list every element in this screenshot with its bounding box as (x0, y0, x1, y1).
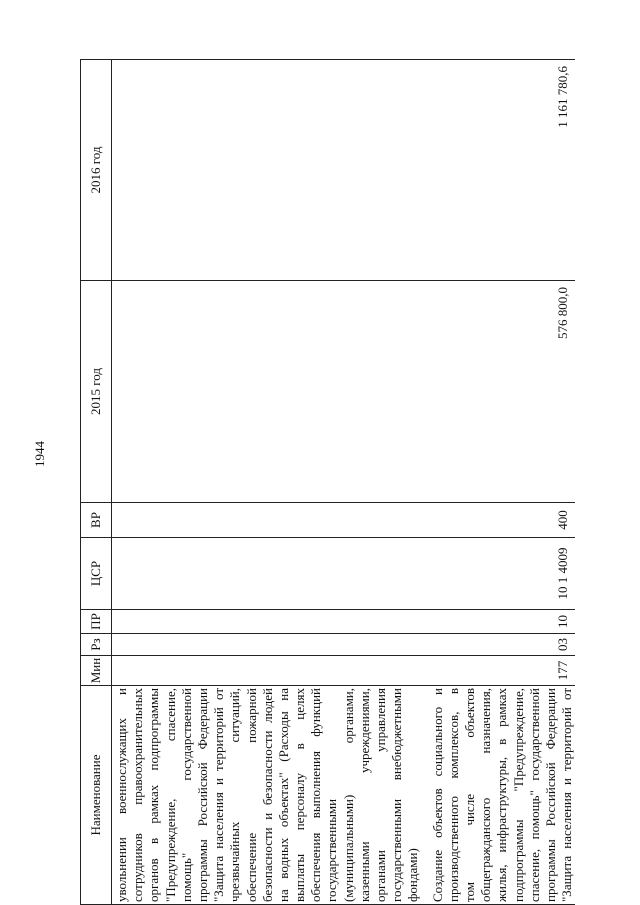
header-pr: ПР (81, 610, 112, 634)
header-min: Мин (81, 656, 112, 686)
row-name-cell (112, 686, 422, 905)
name-line: программы Российской Федерации (194, 688, 210, 902)
row-pr (112, 610, 422, 634)
header-csr: ЦСР (81, 538, 112, 610)
header-2015: 2015 год (81, 281, 112, 503)
name-line: "Защита населения и территорий от (559, 688, 575, 902)
name-line: программы Российской Федерации (542, 688, 558, 902)
name-line: том числе объектов (461, 688, 477, 902)
row-2016 (112, 60, 422, 281)
row-2015 (112, 281, 422, 503)
table-header-row (81, 60, 112, 905)
name-line: "Предупреждение, спасение, (162, 688, 178, 902)
name-line: подпрограммы "Предупреждение, (510, 688, 526, 902)
name-line: жилья, инфраструктуры, в рамках (494, 688, 510, 902)
row-rz (112, 634, 422, 656)
name-line: органов в рамках подпрограммы (146, 688, 162, 902)
budget-table-page (80, 60, 610, 905)
name-line: выплаты персоналу в целях (292, 688, 308, 902)
name-line: безопасности и безопасности людей (259, 688, 275, 902)
table-row (428, 60, 576, 905)
row-csr (112, 538, 422, 610)
name-line: фондами) (405, 848, 421, 902)
row-min (112, 656, 422, 686)
page-number-text: 1944 (32, 441, 47, 467)
name-line: чрезвычайных ситуаций, (227, 688, 243, 902)
name-line: общегражданского назначения, (478, 688, 494, 902)
row-2015: 576 800,0 (428, 281, 576, 503)
header-name: Наименование (81, 686, 112, 905)
name-line: "Защита населения и территорий от (211, 688, 227, 902)
budget-table (80, 59, 575, 905)
table-row (112, 60, 422, 905)
row-vr (112, 503, 422, 538)
row-name-cell (428, 686, 576, 905)
name-line: (муниципальными) органами, (340, 688, 356, 902)
name-line: казенными учреждениями, (356, 688, 372, 902)
row-min: 177 (428, 656, 576, 686)
name-line: производственного комплексов, в (445, 688, 461, 902)
name-line: увольнении военнослужащих и (114, 688, 129, 902)
header-2016: 2016 год (81, 60, 112, 281)
header-vr: ВР (81, 503, 112, 538)
name-line: обеспечение пожарной (243, 688, 259, 902)
row-rz: 03 (428, 634, 576, 656)
row-csr: 10 1 4009 (428, 538, 576, 610)
row-2016: 1 161 780,6 (428, 60, 576, 281)
name-line: спасение, помощь" государственной (526, 688, 542, 902)
row-vr: 400 (428, 503, 576, 538)
name-line: органами управления (373, 688, 388, 902)
name-line: на водных объектах" (Расходы на (275, 688, 291, 902)
name-line: государственными (324, 798, 340, 902)
row-pr: 10 (428, 610, 576, 634)
name-line: Создание объектов социального и (429, 688, 445, 902)
name-line: государственными внебюджетными (389, 688, 405, 902)
name-line: помощь" государственной (178, 688, 194, 902)
name-line: сотрудников правоохранительных (130, 688, 146, 902)
name-line: обеспечения выполнения функций (308, 688, 324, 902)
header-rz: Рз (81, 634, 112, 656)
